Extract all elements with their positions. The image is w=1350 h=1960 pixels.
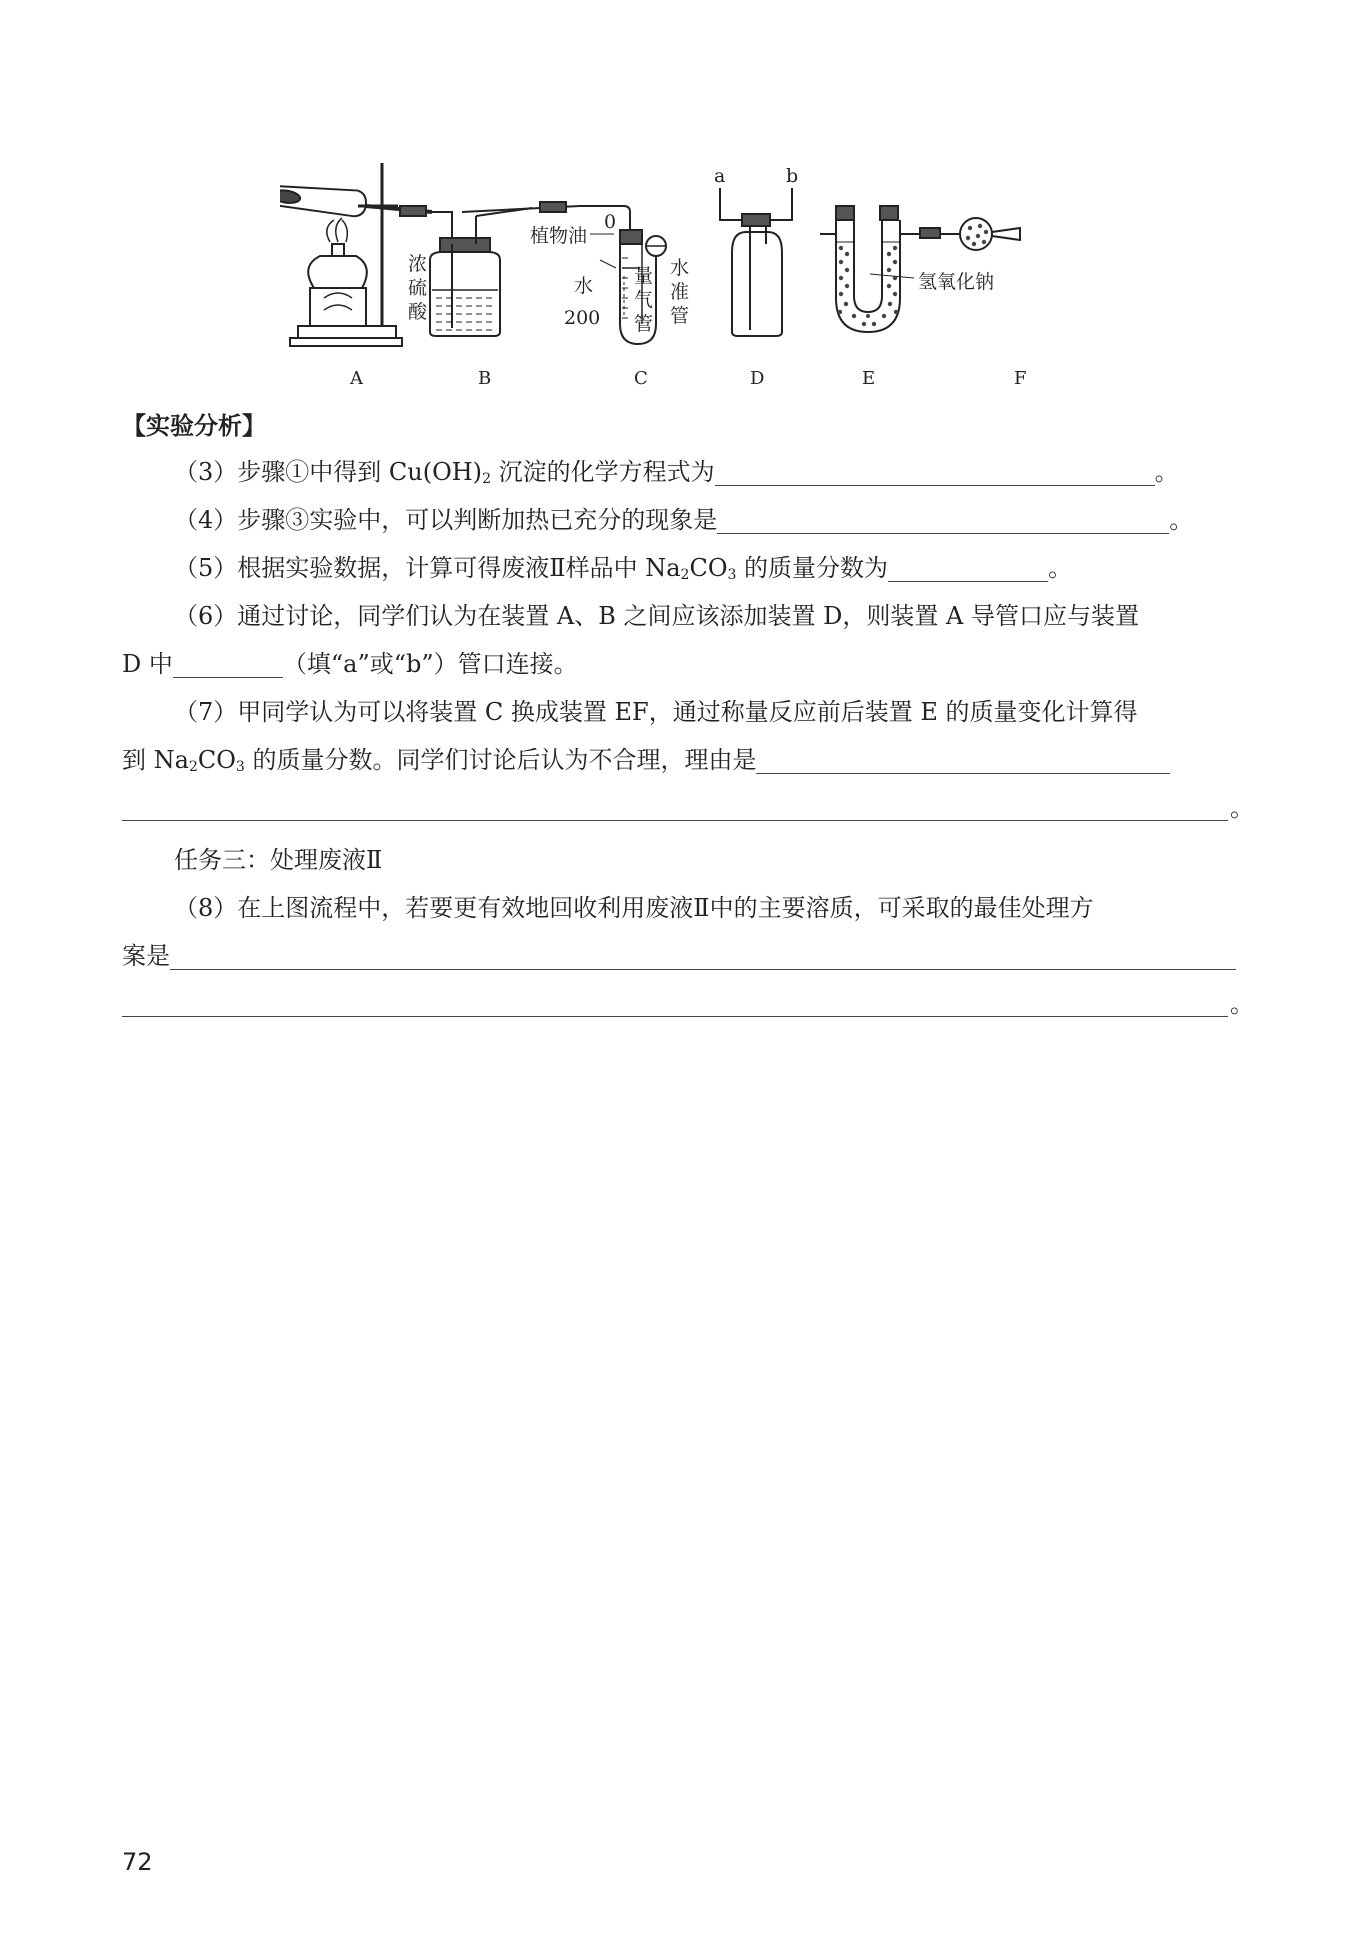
answer-blank-q7-b[interactable] xyxy=(122,790,1228,821)
answer-blank-q3[interactable] xyxy=(715,455,1155,486)
apparatus-diagram xyxy=(280,148,1080,400)
question-8-line-2: 案是 xyxy=(122,932,1244,980)
question-7-line-2: 到 $Na_2CO_3$ 的质量分数。同学们讨论后认为不合理，理由是 xyxy=(122,736,1244,784)
question-7-line-1: （7）甲同学认为可以将装置 C 换成装置 EF，通过称量反应前后装置 E 的质量变化计算得 xyxy=(174,698,1138,726)
apparatus-e xyxy=(820,206,940,332)
label-level-2: 准 xyxy=(670,281,690,303)
label-water: 水 xyxy=(574,275,594,297)
label-oil: 植物油 xyxy=(530,225,588,247)
question-6-line-2: D 中 （填“a”或“b”）管口连接。 xyxy=(122,640,1244,688)
answer-blank-q8-a[interactable] xyxy=(170,939,1236,970)
caption-c: C xyxy=(634,368,648,389)
question-5: （5）根据实验数据，计算可得废液Ⅱ样品中 $Na_2CO_3$ 的质量分数为 。 xyxy=(122,544,1244,592)
page-number: 72 xyxy=(122,1848,153,1876)
label-conc-1: 浓 xyxy=(408,253,428,275)
label-a: a xyxy=(714,165,726,187)
question-6-line-1: （6）通过讨论，同学们认为在装置 A、B 之间应该添加装置 D，则装置 A 导管口应与装置 xyxy=(174,602,1139,630)
answer-blank-q5[interactable] xyxy=(888,551,1048,582)
question-3: （3）步骤①中得到 $Cu(OH)_2$ 沉淀的化学方程式为 。 xyxy=(122,448,1244,496)
label-gas-1: 量 xyxy=(634,265,654,287)
question-body xyxy=(122,404,1254,1028)
label-conc-3: 酸 xyxy=(408,301,428,323)
question-4: （4）步骤③实验中，可以判断加热已充分的现象是 。 xyxy=(122,496,1244,544)
task-3-heading: 任务三：处理废液Ⅱ xyxy=(174,846,383,874)
label-gas-3: 管 xyxy=(634,313,654,335)
caption-b: B xyxy=(478,368,492,389)
label-naoh: 氢氧化钠 xyxy=(918,271,995,293)
label-200: 200 xyxy=(564,307,601,329)
apparatus-d xyxy=(598,188,792,336)
question-8-line-3: 。 xyxy=(122,980,1244,1028)
section-title: 【实验分析】 xyxy=(122,412,266,440)
apparatus-b xyxy=(430,202,580,336)
label-b: b xyxy=(786,165,799,187)
caption-a: A xyxy=(350,368,363,389)
answer-blank-q8-b[interactable] xyxy=(122,986,1228,1017)
answer-blank-q4[interactable] xyxy=(717,503,1169,534)
label-zero: 0 xyxy=(604,211,617,233)
caption-d: D xyxy=(750,368,765,389)
label-level-1: 水 xyxy=(670,257,690,279)
label-conc-2: 硫 xyxy=(408,277,428,299)
question-8-line-1: （8）在上图流程中，若要更有效地回收利用废液Ⅱ中的主要溶质，可采取的最佳处理方 xyxy=(174,894,1094,922)
answer-blank-q7-a[interactable] xyxy=(756,743,1170,774)
apparatus-figure xyxy=(280,148,1080,400)
caption-e: E xyxy=(862,368,876,389)
caption-f: F xyxy=(1014,368,1027,389)
answer-blank-q6[interactable] xyxy=(173,647,283,678)
label-level-3: 管 xyxy=(670,305,690,327)
label-gas-2: 气 xyxy=(634,289,654,311)
apparatus-f xyxy=(940,218,1020,250)
question-7-line-3: 。 xyxy=(122,784,1244,832)
